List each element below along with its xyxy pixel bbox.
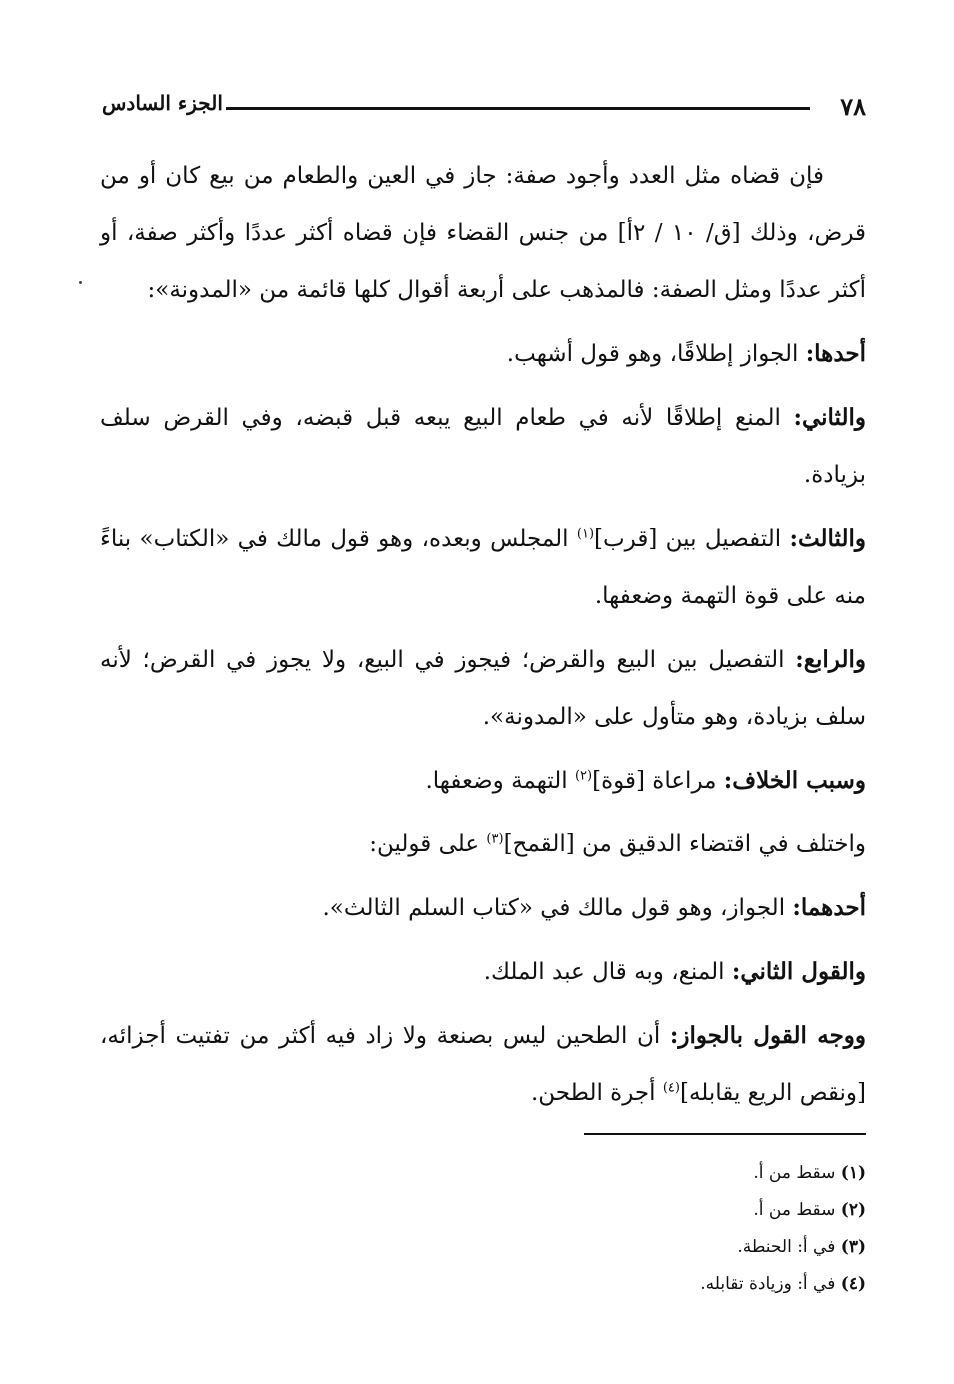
footnote-ref-1[interactable]: (١) (576, 526, 595, 542)
paragraph-text: أن الطحين ليس بصنعة ولا زاد فيه أكثر من تفتيت أجزائه، [ونقص الريع يقابله] (100, 1023, 866, 1106)
footnote-number: (٤) (840, 1274, 866, 1294)
paragraph-text: على قولين: (369, 831, 487, 857)
footnote-number: (٣) (840, 1237, 866, 1257)
paragraph-opinion-2 (100, 389, 866, 504)
paragraph-label: وسبب الخلاف: (723, 767, 866, 794)
margin-speck (79, 281, 82, 284)
paragraph-label: أحدهما: (792, 894, 866, 921)
page-number: ٧٨ (840, 92, 866, 121)
header-rule (226, 107, 810, 110)
paragraph-text: التفصيل بين البيع والقرض؛ فيجوز في البيع، ولا يجوز في القرض؛ لأنه سلف بزيادة، وهو متأول على «المدونة». (100, 647, 866, 730)
paragraph-opinion-1 (100, 325, 866, 383)
paragraph-text: أجرة الطحن. (530, 1080, 663, 1106)
paragraph-view-2 (100, 943, 866, 1001)
footnote-text: سقط من أ. (753, 1200, 841, 1220)
paragraph-opinion-4 (100, 631, 866, 746)
paragraph-view-1 (100, 879, 866, 937)
running-title: الجزء السادس (102, 91, 223, 115)
paragraph-label: أحدها: (805, 340, 866, 367)
paragraph-text: الجواز، وهو قول مالك في «كتاب السلم الثالث». (322, 895, 793, 921)
paragraph-intro (100, 148, 866, 319)
paragraph-text: المنع، وبه قال عبد الملك. (483, 959, 732, 985)
paragraph-label: والثاني: (793, 404, 866, 431)
footnote-ref-4[interactable]: (٤) (662, 1080, 680, 1096)
paragraph-text: التهمة وضعفها. (425, 768, 575, 794)
paragraph-permissibility-reason (100, 1007, 866, 1122)
footnote-1 (500, 1155, 866, 1192)
footnote-text: في أ: وزيادة تقابله. (700, 1274, 841, 1294)
paragraph-flour-question (100, 816, 866, 873)
paragraph-text: فإن قضاه مثل العدد وأجود صفة: جاز في العين والطعام من بيع كان أو من قرض، وذلك [ق/ ١٠ / ٢أ] من جنس القضاء فإن قضاه أكثر عددًا وأكثر صفة، أو أكثر عددًا ومثل الصفة: فالمذهب على أربعة أقوال كلها قائمة من «المدونة»: (100, 163, 866, 303)
paragraph-text: المنع إطلاقًا لأنه في طعام البيع يبعه قبل قبضه، وفي القرض سلف بزيادة. (100, 405, 866, 488)
footnote-number: (٢) (840, 1200, 866, 1220)
main-text (100, 148, 866, 1128)
footnote-3 (500, 1229, 866, 1266)
paragraph-label: والقول الثاني: (731, 958, 866, 985)
footnote-text: سقط من أ. (753, 1163, 841, 1183)
footnotes (500, 1155, 866, 1303)
paragraph-opinion-3 (100, 510, 866, 625)
footnote-4 (500, 1266, 866, 1303)
footnote-separator (584, 1133, 866, 1135)
footnote-ref-2[interactable]: (٢) (574, 768, 593, 784)
paragraph-text: مراعاة [قوة] (592, 768, 724, 794)
paragraph-cause-of-dispute (100, 752, 866, 810)
paragraph-label: ووجه القول بالجواز: (669, 1022, 866, 1049)
paragraph-label: والرابع: (795, 646, 866, 673)
paragraph-text: التفصيل بين [قرب] (594, 526, 790, 552)
paragraph-text: الجواز إطلاقًا، وهو قول أشهب. (506, 341, 806, 367)
paragraph-text: المجلس وبعده، وهو قول مالك في «الكتاب» بناءً منه على قوة التهمة وضعفها. (100, 526, 866, 609)
page-header (100, 88, 866, 128)
paragraph-text: واختلف في اقتضاء الدقيق من [القمح] (503, 831, 866, 857)
footnote-2 (500, 1192, 866, 1229)
footnote-text: في أ: الحنطة. (737, 1237, 841, 1257)
footnote-ref-3[interactable]: (٣) (486, 831, 504, 847)
footnote-number: (١) (840, 1163, 866, 1183)
paragraph-label: والثالث: (789, 525, 866, 552)
